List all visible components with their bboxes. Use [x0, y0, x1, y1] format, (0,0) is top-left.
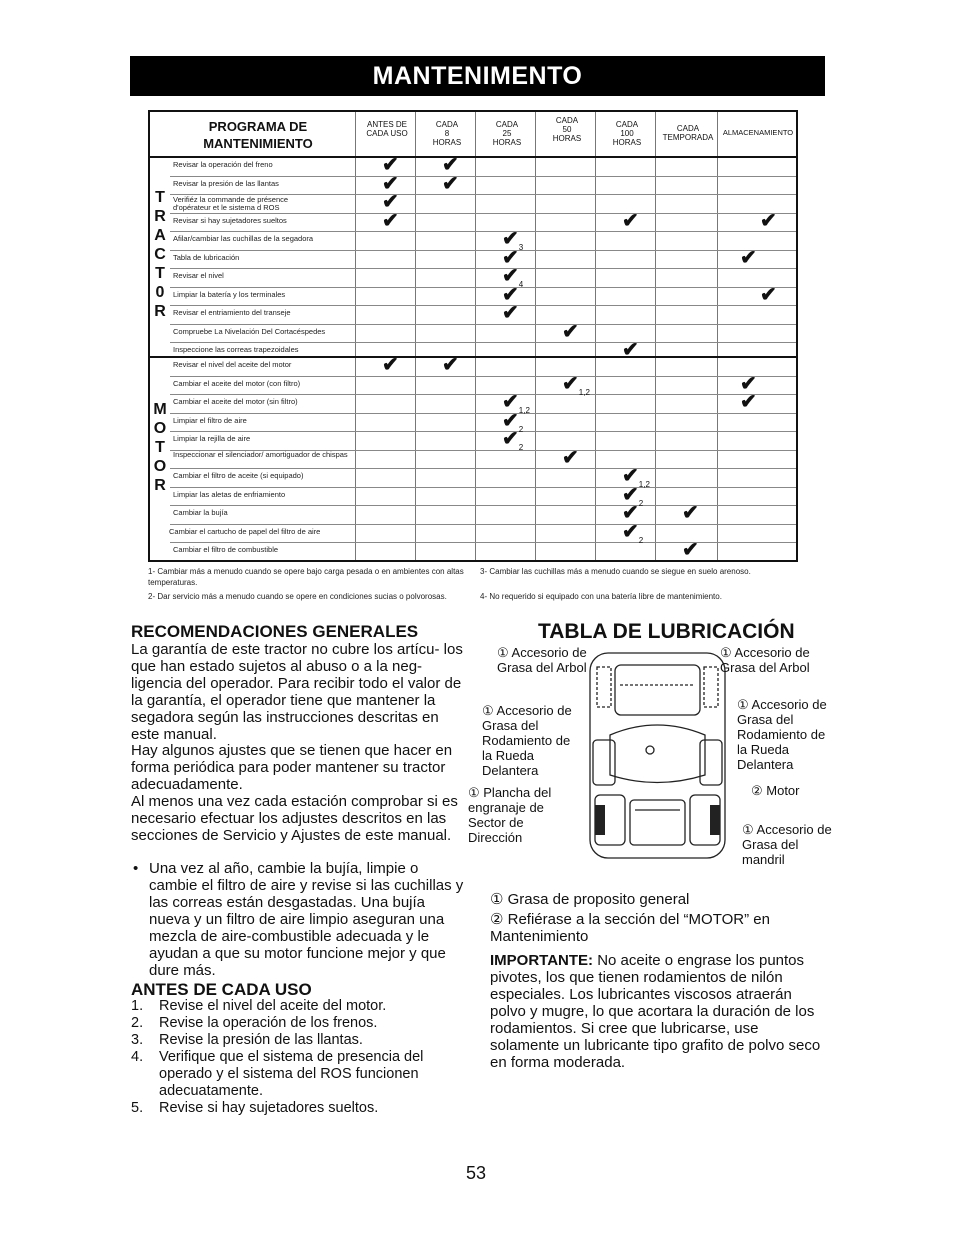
- label-rodamiento-left: ① Accesorio de Grasa del Rodamiento de la Rueda Delantera: [482, 703, 572, 778]
- check-mark: ✔: [622, 502, 639, 524]
- list-number: 4.: [131, 1049, 144, 1065]
- task-label: Compruebe La Nivelación Del Cortacéspedes: [173, 327, 326, 336]
- table-row: [170, 539, 796, 562]
- task-label-line: Verifiéz la commande de présence: [173, 196, 289, 204]
- table-row: [170, 409, 796, 434]
- table-row: [169, 520, 796, 545]
- table-header: [150, 112, 796, 156]
- task-label: Revisar el nivel del aceite del motor: [173, 361, 292, 369]
- col-header-text: CADA: [676, 124, 700, 133]
- table-row: [170, 191, 796, 214]
- check-mark: ✔: [382, 354, 399, 376]
- col-header-text: CADA: [435, 120, 459, 129]
- list-number: 5.: [131, 1100, 144, 1116]
- task-label: Revisar la operación del freno: [173, 161, 273, 169]
- importante-text: No aceite o engrase los puntos pivotes, los que tienen rodamientos de nilón especiales. Los lubricantes viscosos atraerán polvo y mugre, lo que acortara la duración de los rodamientos. Si cree que lubricarse, use solamente un lubricante tipo grafito de polvo seco en forma moderada.: [490, 952, 821, 1071]
- legend-grasa: ① Grasa de proposito general: [490, 891, 690, 908]
- list-item: [131, 1015, 469, 1032]
- table-row: [170, 320, 796, 344]
- page-banner: MANTENIMENTO: [130, 56, 825, 96]
- schedule-title-line2: MANTENIMIENTO: [203, 136, 313, 151]
- table-row: [170, 283, 796, 307]
- label-rodamiento-right: ① Accesorio de Grasa del Rodamiento de la Rueda Delantera: [737, 697, 827, 772]
- table-row: [170, 483, 796, 508]
- list-text: Revise la presión de las llantas.: [159, 1032, 363, 1048]
- check-mark: ✔: [442, 354, 459, 376]
- recomendaciones-paragraph-3: Al menos una vez cada estación comprobar si es necesario efectuar los adjustes descritos en las secciones de Servicio y Ajustes de este manual.: [131, 793, 458, 844]
- check-mark: ✔: [682, 502, 699, 524]
- page-number: 53: [466, 1163, 487, 1183]
- task-label: Limpiar la batería y los terminales: [173, 290, 286, 299]
- task-label: Inspeccione las correas trapezoidales: [173, 346, 299, 354]
- check-mark: $✔_4$: [502, 265, 524, 289]
- col-header-almacenamiento: [719, 128, 797, 137]
- check-mark: $✔_3$: [502, 228, 524, 252]
- check-mark: ✔: [502, 246, 519, 269]
- task-label: Afilar/cambiar las cuchillas de la segadora: [173, 235, 314, 243]
- table-row: [170, 154, 796, 177]
- check-mark: ✔: [442, 154, 459, 176]
- col-header-text: 100: [620, 129, 634, 138]
- check-mark: ✔: [502, 283, 519, 306]
- schedule-title-line1: PROGRAMA DE: [208, 119, 308, 134]
- label-accesorio-arbol-left: ① Accesorio de Grasa del Arbol: [497, 645, 587, 675]
- check-mark: ✔: [382, 154, 399, 176]
- task-label-line: d'opérateur et le sistema d ROS: [173, 203, 280, 212]
- col-header-text: 50: [562, 125, 572, 134]
- check-mark: ✔: [760, 209, 777, 232]
- col-header-8h: [417, 120, 477, 147]
- check-mark: ✔: [562, 320, 579, 343]
- bullet-text: Una vez al año, cambie la bujía, limpie o cambie el filtro de aire y revise si las cuchillas y las correas están desgastadas. Una bujía nueva y un filtro de aire limpio aseguran una mezcla de aire-combustible adecuada y le ayudan a que su motor funcione mejor y que dure más.: [149, 860, 464, 979]
- table-row: [170, 172, 796, 196]
- check-mark: $✔_2$: [622, 483, 644, 508]
- check-mark: $✔_2$: [502, 428, 524, 452]
- col-header-text: ANTES DE: [366, 120, 407, 129]
- recomendaciones-bullet: [131, 860, 469, 979]
- list-item: [131, 1049, 469, 1100]
- col-header-text: CADA: [555, 116, 579, 125]
- check-mark: ✔: [442, 172, 459, 195]
- check-mark: ✔: [740, 246, 757, 269]
- list-text: Revise si hay sujetadores sueltos.: [159, 1100, 379, 1116]
- footnote-3: 3- Cambiar las cuchillas más a menudo cuando se siegue en suelo arenoso.: [480, 567, 751, 576]
- label-motor: ② Motor: [751, 783, 800, 798]
- label-accesorio-arbol-right: ① Accesorio de Grasa del Arbol: [720, 645, 810, 675]
- table-row: [170, 302, 796, 325]
- table-row: [170, 446, 796, 470]
- table-row: [170, 465, 796, 489]
- list-text: Verifique que el sistema de presencia del operado y el sistema del ROS funcionen adecuatamente.: [159, 1049, 424, 1099]
- col-header-text: TEMPORADA: [662, 133, 714, 142]
- check-mark: ✔: [622, 339, 639, 361]
- col-header-text: HORAS: [612, 138, 642, 147]
- check-mark: ✔: [562, 446, 579, 469]
- motor-section: [150, 356, 796, 562]
- label-accesorio-mandril: ① Accesorio de Grasa del mandril: [742, 822, 832, 867]
- task-label: Cambiar el aceite del motor (sin filtro): [173, 398, 298, 406]
- table-row: [170, 354, 796, 377]
- check-mark: ✔: [382, 209, 399, 232]
- col-header-text: HORAS: [552, 134, 582, 143]
- recomendaciones-paragraph-1: La garantía de este tractor no cubre los artícu- los que han estado sujetos al abuso o a la neg- ligencia del operador. Para recibir todo el valor de la garantía, el operador tiene que mantener la segadora según las instrucciones descritas en este manual.: [131, 641, 463, 743]
- col-header-text: CADA: [495, 120, 519, 129]
- list-item: [131, 1032, 469, 1049]
- col-header-antes: [357, 120, 417, 138]
- task-label: Limpiar la rejilla de aire: [173, 435, 251, 443]
- task-label: Revisar la presión de las llantas: [173, 179, 279, 188]
- check-mark: ✔: [760, 283, 777, 306]
- table-row: [170, 228, 796, 252]
- check-mark: ✔: [740, 391, 757, 413]
- col-header-text: 25: [502, 129, 512, 138]
- check-mark: ✔: [502, 302, 519, 324]
- footnote-2: 2- Dar servicio más a menudo cuando se opere en condiciones sucias o polvorosas.: [148, 592, 447, 601]
- task-label: Cambiar la bujía: [173, 509, 228, 517]
- col-header-50h: [537, 116, 597, 143]
- task-label: Cambiar el aceite del motor (con filtro): [173, 379, 301, 388]
- task-label: Cambiar el filtro de aceite (si equipado): [173, 472, 304, 480]
- col-header-text: CADA USO: [366, 129, 408, 138]
- list-number: 2.: [131, 1015, 144, 1031]
- legend-motor: ② Refiérase a la sección del “MOTOR” en Mantenimiento: [490, 911, 770, 945]
- list-item: [131, 1100, 469, 1117]
- table-row: [170, 246, 796, 270]
- task-label: Revisar el nivel: [173, 272, 224, 280]
- col-header-text: HORAS: [432, 138, 462, 147]
- check-mark: ✔: [382, 191, 399, 213]
- list-number: 1.: [131, 998, 144, 1014]
- check-mark: ✔: [382, 172, 399, 195]
- tractor-vertical-label: T R A C T 0 R: [154, 189, 166, 320]
- col-header-text: ALMACENAMIENTO: [722, 128, 794, 137]
- tractor-lubrication-diagram: [575, 645, 740, 865]
- table-row: [170, 502, 796, 525]
- task-label: Inspeccionar el silenciador/ amortiguador de chispas: [173, 450, 348, 459]
- recomendaciones-paragraph-2: Hay algunos ajustes que se tienen que hacer en forma periódica para poder mantener su tractor adecuadamente.: [131, 742, 453, 793]
- motor-vertical-label: M O T O R: [153, 401, 167, 494]
- col-header-text: CADA: [615, 120, 639, 129]
- table-row: [170, 265, 796, 289]
- footnote-4: 4- No requerido si equipado con una batería libre de mantenimiento.: [480, 592, 722, 601]
- footnote-1: 1- Cambiar más a menudo cuando se opere bajo carga pesada o en ambientes con altas temperaturas.: [148, 567, 464, 587]
- list-text: Revise el nivel del aceite del motor.: [159, 998, 387, 1014]
- check-mark: $✔_{1,2}$: [562, 372, 590, 397]
- importante-note: [490, 952, 830, 1071]
- task-label: Revisar el entriamiento del transeje: [173, 309, 291, 317]
- maintenance-schedule-table: [148, 110, 798, 562]
- list-item: [131, 998, 469, 1015]
- check-mark: ✔: [682, 539, 699, 561]
- list-number: 3.: [131, 1032, 144, 1048]
- table-row: [170, 391, 796, 415]
- lubricacion-heading: TABLA DE LUBRICACIÓN: [538, 620, 795, 643]
- check-mark: $✔_2$: [502, 409, 524, 434]
- col-header-text: 8: [444, 129, 450, 138]
- label-plancha-engranaje: ① Plancha del engranaje de Sector de Dirección: [468, 785, 552, 845]
- table-row: [170, 428, 796, 452]
- list-text: Revise la operación de los frenos.: [159, 1015, 378, 1031]
- col-header-text: HORAS: [492, 138, 522, 147]
- task-label: Limpiar el filtro de aire: [173, 416, 247, 425]
- antes-heading: ANTES DE CADA USO: [131, 980, 312, 999]
- antes-list: [131, 998, 469, 1117]
- bullet-dot: •: [133, 860, 139, 877]
- table-row: [170, 209, 796, 233]
- task-label: Cambiar el filtro de combustible: [173, 546, 279, 554]
- check-mark: ✔: [740, 372, 757, 395]
- table-row: [170, 372, 796, 397]
- check-mark: ✔: [622, 209, 639, 232]
- col-header-100h: [597, 120, 657, 147]
- recomendaciones-heading: RECOMENDACIONES GENERALES: [131, 622, 419, 641]
- check-mark: $✔_{1,2}$: [622, 465, 650, 489]
- check-mark: $✔_2$: [622, 520, 644, 545]
- schedule-title: [158, 118, 358, 152]
- importante-label: IMPORTANTE:: [490, 952, 594, 969]
- col-header-25h: [477, 120, 537, 147]
- tractor-section: [150, 154, 796, 361]
- task-label: Cambiar el cartucho de papel del filtro de aire: [169, 527, 321, 536]
- task-label: Revisar si hay sujetadores sueltos: [173, 216, 287, 225]
- task-label: [173, 196, 353, 212]
- check-mark: $✔_{1,2}$: [502, 391, 530, 415]
- col-header-temporada: [657, 124, 719, 142]
- task-label: Tabla de lubricación: [173, 253, 240, 262]
- task-label: Limpiar las aletas de enfriamiento: [173, 490, 286, 499]
